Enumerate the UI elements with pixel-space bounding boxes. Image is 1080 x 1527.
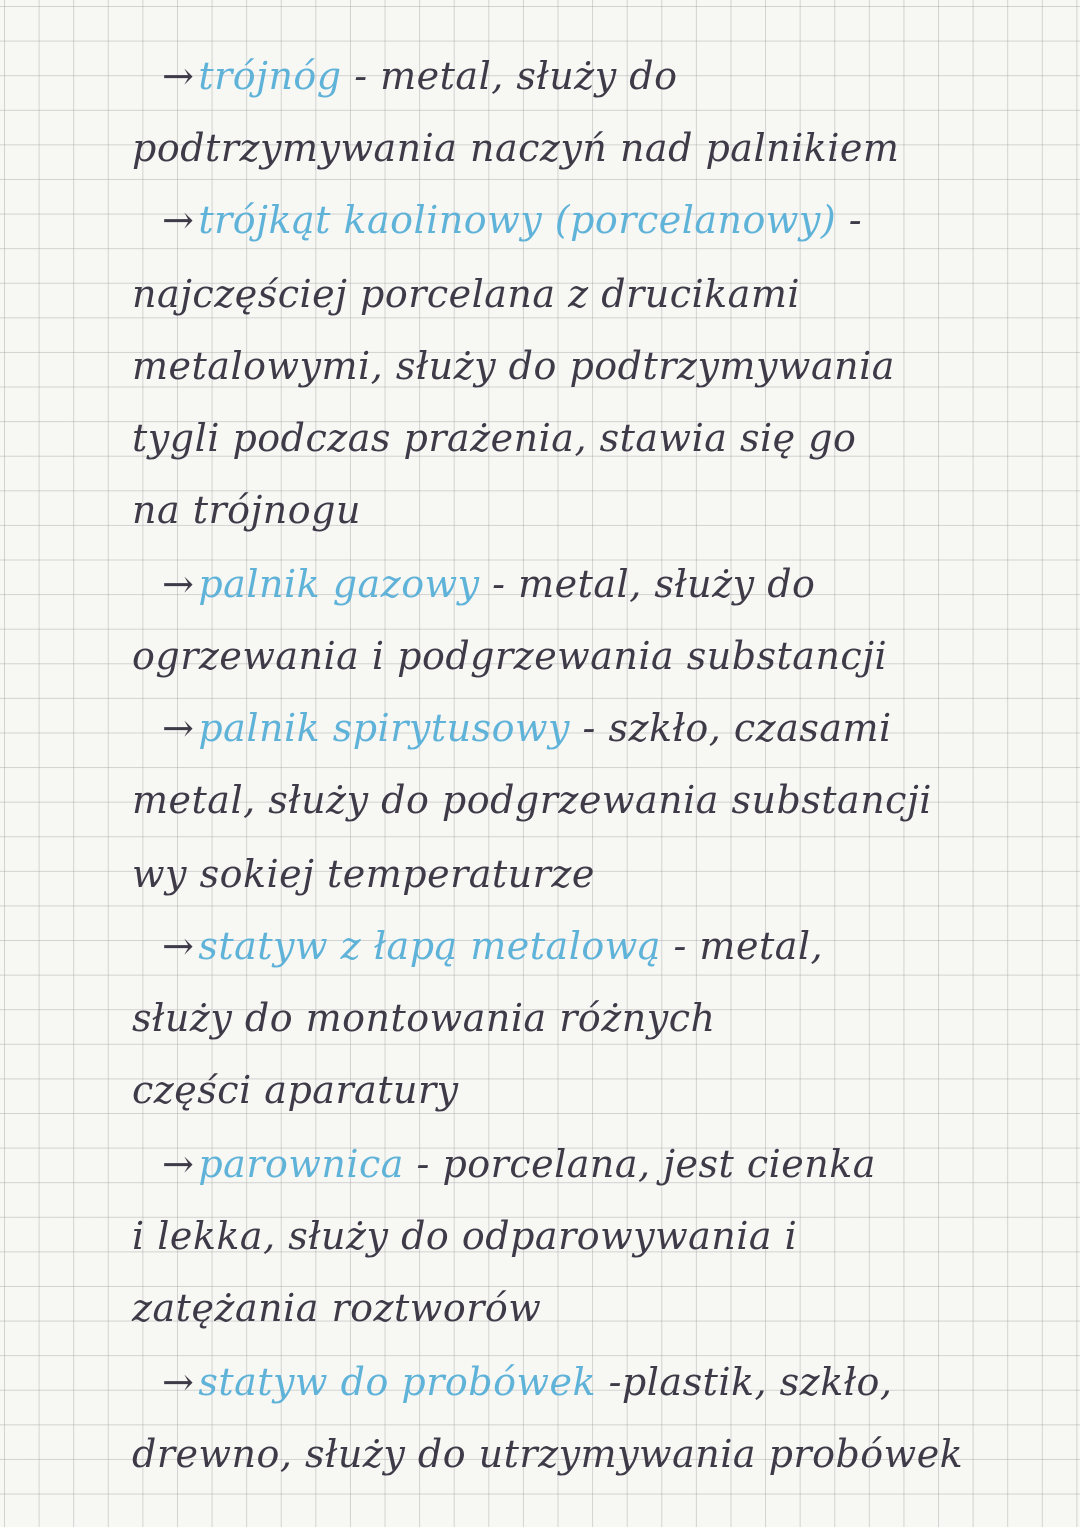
entry-parownica	[162, 1132, 1062, 1196]
description-line: najczęściej porcelana z drucikami	[132, 272, 801, 316]
entry-trojkat-kaolinowy	[162, 188, 1062, 252]
description-line: tygli podczas prażenia, stawia się go	[132, 416, 857, 460]
description-line: wy sokiej temperaturze	[132, 852, 595, 896]
entry-statyw-z-lapa	[162, 914, 1062, 978]
term-label: palnik gazowy	[198, 562, 480, 606]
arrow-icon: →	[162, 562, 195, 606]
description-line: metal, służy do podgrzewania substancji	[132, 778, 932, 822]
description-line: i lekka, służy do odparowywania i	[132, 1214, 798, 1258]
description-line: drewno, służy do utrzymywania probówek	[132, 1432, 964, 1476]
term-label: parownica	[198, 1142, 404, 1186]
description-line: części aparatury	[132, 1068, 459, 1112]
term-label: statyw z łapą metalową	[198, 924, 661, 968]
description-line: zatężania roztworów	[132, 1286, 542, 1330]
arrow-icon: →	[162, 1142, 195, 1186]
entry-palnik-spirytusowy	[162, 696, 1062, 760]
description-text: - szkło, czasami	[569, 706, 892, 750]
entry-trojnog	[162, 44, 1062, 108]
term-label: palnik spirytusowy	[198, 706, 570, 750]
term-label: trójkąt kaolinowy (porcelanowy)	[198, 198, 837, 242]
arrow-icon: →	[162, 1360, 195, 1404]
description-text: - metal, służy do	[479, 562, 816, 606]
description-line: służy do montowania różnych	[132, 996, 716, 1040]
description-text: -plastik, szkło,	[596, 1360, 893, 1404]
arrow-icon: →	[162, 924, 195, 968]
arrow-icon: →	[162, 198, 195, 242]
term-label: statyw do probówek	[198, 1360, 597, 1404]
term-label: trójnóg	[198, 54, 342, 98]
description-line: na trójnogu	[132, 488, 361, 532]
description-text: - metal,	[660, 924, 824, 968]
description-line: podtrzymywania naczyń nad palnikiem	[132, 126, 900, 170]
description-text: - metal, służy do	[341, 54, 678, 98]
description-line: metalowymi, służy do podtrzymywania	[132, 344, 895, 388]
description-line: ogrzewania i podgrzewania substancji	[132, 634, 888, 678]
entry-palnik-gazowy	[162, 552, 1062, 616]
description-text: -	[836, 198, 863, 242]
description-text: - porcelana, jest cienka	[403, 1142, 876, 1186]
arrow-icon: →	[162, 706, 195, 750]
arrow-icon: →	[162, 54, 195, 98]
entry-statyw-do-probowek	[162, 1350, 1062, 1414]
